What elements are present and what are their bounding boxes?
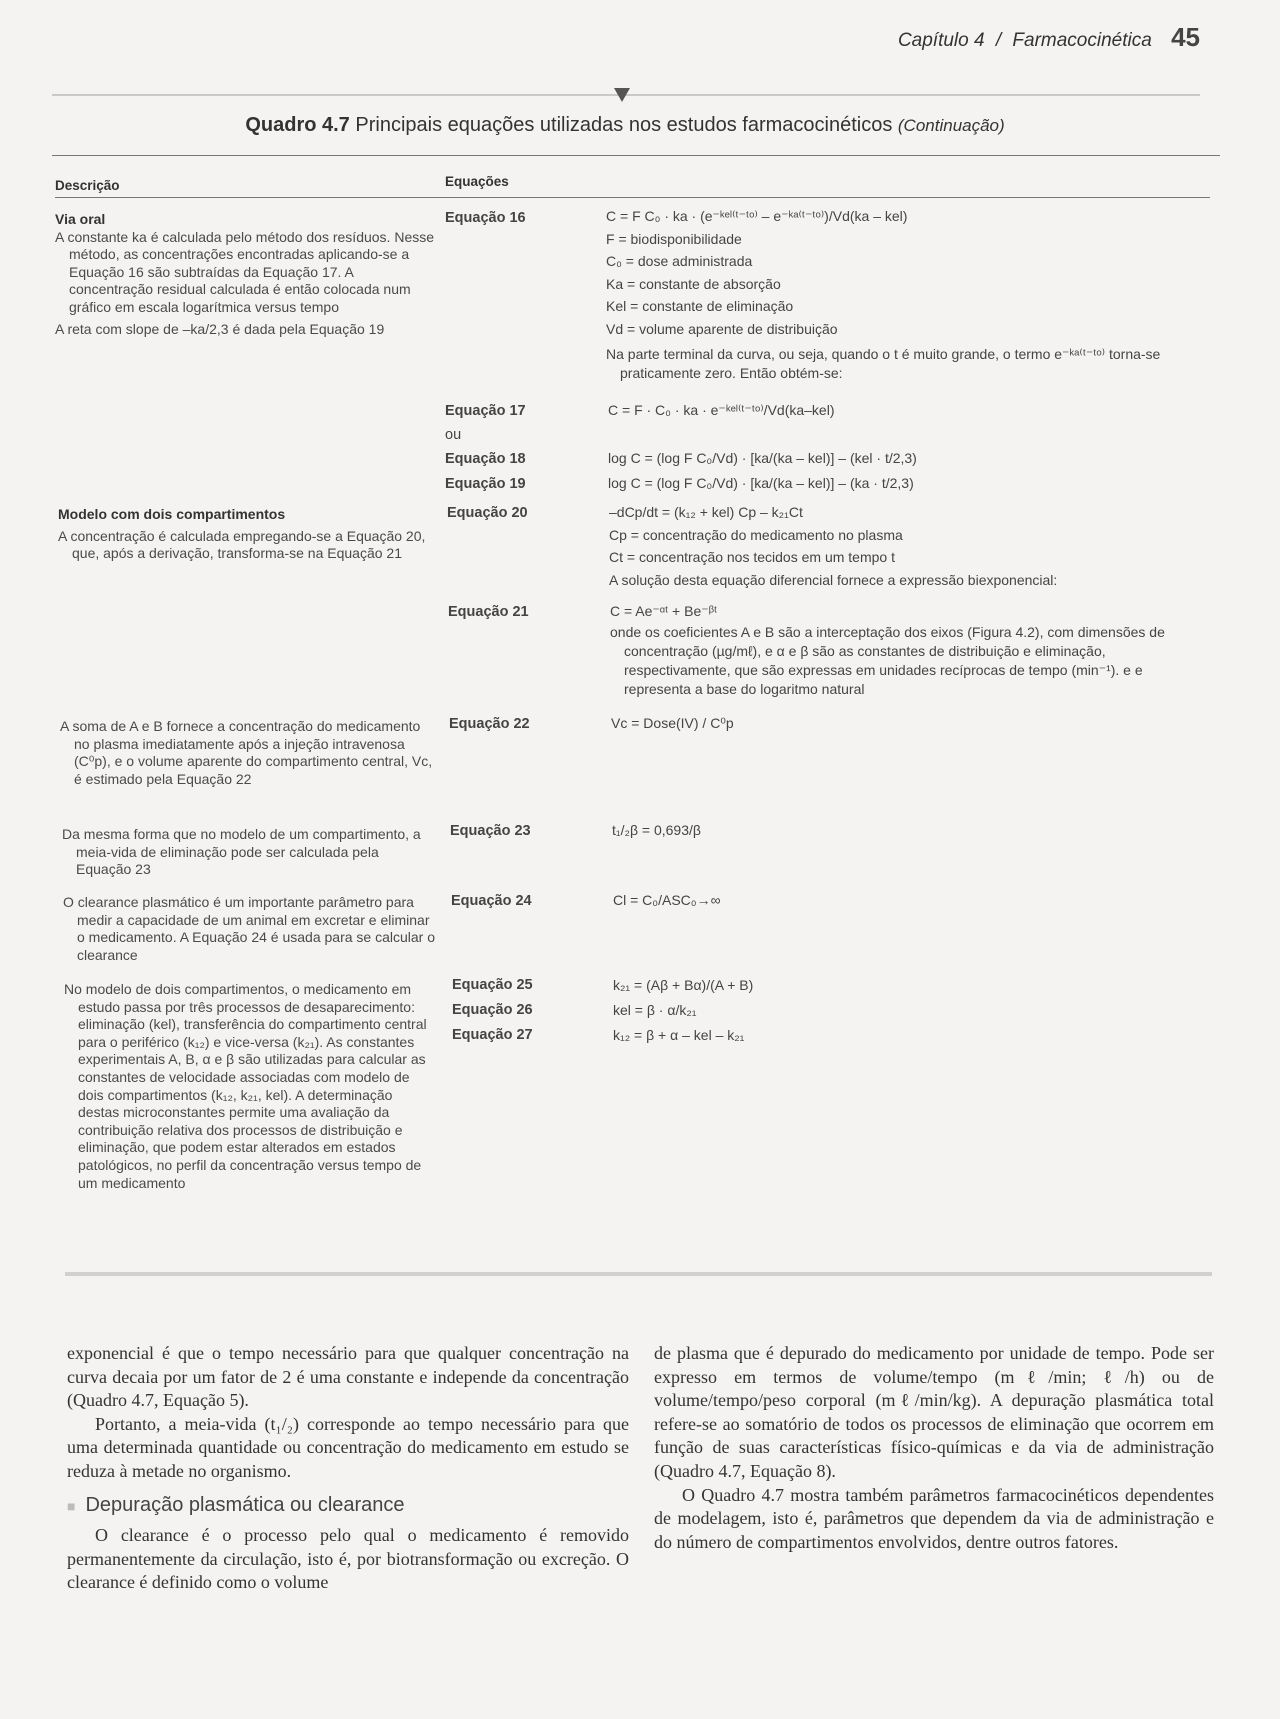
table-bottom-rule — [65, 1272, 1212, 1276]
equation-line: A solução desta equação diferencial fornece a expressão biexponencial: — [609, 571, 1058, 588]
equation-line: onde os coeficientes A e B são a interceptação dos eixos (Figura 4.2), com dimensões de concentração (µg/mℓ), e α e β são as constantes de distribuição e eliminação, respectivamente, que são expressas em unidades recíprocas de tempo (min⁻¹). e e representa a base do logaritmo natural — [610, 623, 1165, 697]
equation-line: log C = (log F C₀/Vd) · [ka/(ka – kel)] – (kel · t/2,3) — [608, 450, 917, 466]
desc-block-half-life — [62, 826, 435, 879]
desc-heading: Via oral — [55, 211, 106, 227]
body-paragraph: O clearance é o processo pelo qual o medicamento é removido permanentemente da circulação, isto é, por biotransformação ou excreção. O clearance é definido como o volume — [67, 1525, 629, 1593]
equation-line: t₁/₂β = 0,693/β — [612, 822, 701, 838]
equation-block-18-19 — [608, 447, 1208, 494]
equation-line: C = F · C₀ · ka · e⁻ᵏᵉˡ⁽ᵗ⁻ᵗᵒ⁾/Vd(ka–kel) — [608, 402, 835, 418]
column-header-description: Descrição — [55, 178, 120, 193]
chapter-label: Capítulo 4 — [897, 30, 985, 51]
equation-line: F = biodisponibilidade — [606, 230, 742, 247]
equation-label: Equação 18 — [445, 451, 526, 467]
desc-block-two-compartment — [58, 506, 435, 563]
body-column-left — [67, 1342, 629, 1595]
running-header — [898, 22, 1200, 53]
table-caption: Principais equações utilizadas nos estudos farmacocinéticos — [355, 114, 893, 136]
equation-label: Equação 25 — [452, 977, 533, 993]
equation-label-or: ou — [445, 427, 462, 443]
bullet-icon: ■ — [67, 1497, 76, 1514]
equation-line: kel = β · α/k₂₁ — [613, 1002, 697, 1018]
equation-line: C = Ae⁻ᵅᵗ + Be⁻ᵝᵗ — [610, 603, 718, 619]
equation-label: Equação 27 — [452, 1027, 533, 1043]
body-paragraph: de plasma que é depurado do medicamento por unidade de tempo. Pode ser expresso em termos de volume/tempo (mℓ/min; ℓ/h) ou de volume/tempo/peso corporal (mℓ/min/kg). A depuração plasmática total refere-se ao somatório de todos os processos de eliminação que ocorrem em função de suas características físico-químicas e da via de administração (Quadro 4.7, Equação 8). — [654, 1343, 1214, 1481]
table-rule-header — [55, 197, 1210, 198]
equation-label: Equação 20 — [447, 505, 528, 521]
equation-line: k₂₁ = (Aβ + Bα)/(A + B) — [613, 977, 754, 993]
desc-text: A reta com slope de –ka/2,3 é dada pela Equação 19 — [55, 320, 385, 337]
section-subheading — [67, 1494, 629, 1519]
desc-text: A constante ka é calculada pelo método dos resíduos. Nesse método, as concentrações encontradas aplicando-se a Equação 16 são subtraídas da Equação 17. A concentração residual calculada é então colocada num gráfico em escala logarítmica versus tempo — [55, 228, 435, 315]
continuation-arrow-icon — [614, 88, 630, 102]
body-column-right — [654, 1342, 1214, 1554]
equation-label: Equação 16 — [445, 210, 526, 226]
equation-block-25-27 — [613, 973, 1203, 1048]
body-paragraph: exponencial é que o tempo necessário para que qualquer concentração na curva decaia por um fator de 2 é uma constante e independe da concentração (Quadro 4.7, Equação 5). — [67, 1343, 629, 1411]
subheading-text: Depuração plasmática ou clearance — [85, 1493, 405, 1516]
equation-block-21 — [610, 600, 1208, 699]
desc-block-microconstants — [64, 981, 435, 1192]
equation-block-22 — [611, 712, 1201, 735]
body-paragraph: Portanto, a meia-vida (t₁/₂) corresponde ao tempo necessário para que uma determinada quantidade ou concentração do medicamento em estudo se reduza à metade no organismo. — [67, 1413, 629, 1481]
equation-line: log C = (log F C₀/Vd) · [ka/(ka – kel)] – (ka · t/2,3) — [608, 474, 914, 491]
equation-label: Equação 26 — [452, 1002, 533, 1018]
equation-label: Equação 23 — [450, 823, 531, 839]
table-title — [0, 114, 1250, 137]
equation-line: Cp = concentração do medicamento no plasma — [609, 526, 903, 543]
equation-line: Cl = C₀/ASC₀→∞ — [613, 892, 721, 908]
table-continuation: (Continuação) — [897, 116, 1005, 135]
table-number: Quadro 4.7 — [245, 114, 350, 136]
desc-text: Da mesma forma que no modelo de um compartimento, a meia-vida de eliminação pode ser calculada pela Equação 23 — [62, 826, 421, 878]
equation-label: Equação 24 — [451, 893, 532, 909]
equation-line: C₀ = dose administrada — [606, 253, 753, 270]
equation-label: Equação 22 — [449, 716, 530, 732]
equation-label: Equação 17 — [445, 403, 526, 419]
column-header-equations: Equações — [445, 174, 509, 189]
equation-line: Vc = Dose(IV) / C⁰p — [611, 715, 734, 731]
equation-block-20 — [609, 501, 1209, 591]
desc-block-clearance — [63, 894, 435, 964]
equation-label: Equação 19 — [445, 476, 526, 492]
desc-text: O clearance plasmático é um importante parâmetro para medir a capacidade de um animal em excretar e eliminar o medicamento. A Equação 24 é usada para se calcular o clearance — [63, 894, 436, 963]
page-number: 45 — [1171, 22, 1200, 52]
body-paragraph: O Quadro 4.7 mostra também parâmetros farmacocinéticos dependentes de modelagem, isto é, parâmetros que dependem da via de administração e do número de compartimentos envolvidos, dentre outros fatores. — [654, 1484, 1214, 1552]
equation-line: C = F C₀ · ka · (e⁻ᵏᵉˡ⁽ᵗ⁻ᵗᵒ⁾ – e⁻ᵏᵃ⁽ᵗ⁻ᵗᵒ⁾)/Vd(ka – kel) — [606, 208, 908, 224]
header-separator: / — [995, 30, 1002, 51]
equation-line: Ct = concentração nos tecidos em um tempo t — [609, 549, 895, 566]
desc-text: No modelo de dois compartimentos, o medicamento em estudo passa por três processos de desaparecimento: eliminação (kel), transferência do compartimento central para o periférico (k₁₂) e vice-versa (k₂₁). As constantes experimentais A, B, α e β são utilizadas para calcular as constantes de velocidade associadas com modelo de dois compartimentos (k₁₂, k₂₁, kel). A determinação destas microconstantes permite uma avaliação da contribuição relativa dos processos de distribuição e eliminação, que podem estar alterados em estados patológicos, no perfil da concentração versus tempo de um medicamento — [64, 981, 427, 1191]
equation-line: Na parte terminal da curva, ou seja, quando o t é muito grande, o termo e⁻ᵏᵃ⁽ᵗ⁻ᵗᵒ⁾ torna-se praticamente zero. Então obtém-se: — [606, 345, 1161, 381]
equation-block-24 — [613, 889, 1203, 912]
equation-line: Kel = constante de eliminação — [606, 298, 794, 315]
equation-block-23 — [612, 819, 1202, 842]
section-label: Farmacocinética — [1012, 30, 1152, 51]
desc-heading: Modelo com dois compartimentos — [58, 506, 286, 522]
equation-block-16 — [606, 205, 1206, 383]
table-rule-top — [52, 155, 1220, 156]
desc-block-sum — [60, 718, 435, 788]
equation-label: Equação 21 — [448, 604, 529, 620]
equation-block-17 — [608, 399, 1208, 422]
equation-line: Vd = volume aparente de distribuição — [606, 320, 838, 337]
equation-line: k₁₂ = β + α – kel – k₂₁ — [613, 1027, 745, 1043]
desc-text: A concentração é calculada empregando-se a Equação 20, que, após a derivação, transforma-se na Equação 21 — [58, 527, 426, 562]
desc-text: A soma de A e B fornece a concentração do medicamento no plasma imediatamente após a injeção intravenosa (C⁰p), e o volume aparente do compartimento central, Vc, é estimado pela Equação 22 — [60, 718, 433, 787]
desc-block-oral — [55, 211, 435, 338]
equation-line: –dCp/dt = (k₁₂ + kel) Cp – k₂₁Ct — [609, 504, 803, 520]
equation-line: Ka = constante de absorção — [606, 275, 781, 292]
